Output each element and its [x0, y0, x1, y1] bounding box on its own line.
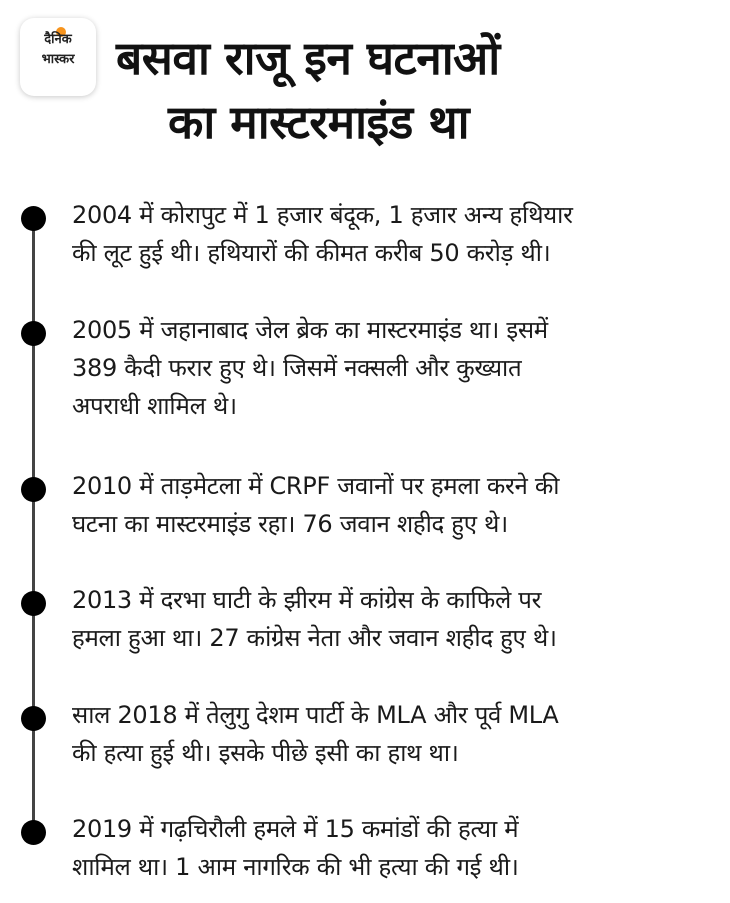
event-line: 2004 में कोरापुट में 1 हजार बंदूक, 1 हजार अन्य हथियार — [72, 201, 573, 229]
event-line: की लूट हुई थी। हथियारों की कीमत करीब 50 करोड़ थी। — [72, 239, 551, 267]
event-text — [72, 196, 722, 272]
timeline-bullet-icon — [21, 477, 46, 502]
logo-text-line2: भास्कर — [41, 52, 75, 67]
timeline-bullet-icon — [21, 206, 46, 231]
event-line: 2013 में दरभा घाटी के झीरम में कांग्रेस के काफिले पर — [72, 586, 542, 614]
timeline-bullet-icon — [21, 706, 46, 731]
timeline-bullet-icon — [21, 321, 46, 346]
event-line: घटना का मास्टरमाइंड रहा। 76 जवान शहीद हुए थे। — [72, 510, 508, 538]
event-line: हमला हुआ था। 27 कांग्रेस नेता और जवान शहीद हुए थे। — [72, 624, 557, 652]
event-text — [72, 810, 722, 886]
headline-line1: बसवा राजू इन घटनाओं — [116, 31, 500, 85]
event-line: 2005 में जहानाबाद जेल ब्रेक का मास्टरमाइंड था। इसमें — [72, 316, 548, 344]
event-line: शामिल था। 1 आम नागरिक की भी हत्या की गई थी। — [72, 853, 519, 881]
timeline-bullet-icon — [21, 820, 46, 845]
event-text — [72, 581, 722, 657]
logo-text-line1: दैनिक — [44, 32, 72, 47]
event-line: 2019 में गढ़चिरौली हमले में 15 कमांडों की हत्या में — [72, 815, 519, 843]
event-line: साल 2018 में तेलुगु देशम पार्टी के MLA और पूर्व MLA — [72, 701, 559, 729]
event-line: 389 कैदी फरार हुए थे। जिसमें नक्सली और कुख्यात — [72, 354, 522, 382]
event-line: की हत्या हुई थी। इसके पीछे इसी का हाथ था। — [72, 739, 459, 767]
event-text — [72, 696, 722, 772]
event-line: 2010 में ताड़मेटला में CRPF जवानों पर हमला करने की — [72, 472, 560, 500]
event-line: अपराधी शामिल थे। — [72, 392, 237, 420]
event-text — [72, 311, 722, 425]
headline-line2: का मास्टरमाइंड था — [168, 95, 470, 149]
event-text — [72, 467, 722, 543]
timeline-bullet-icon — [21, 591, 46, 616]
